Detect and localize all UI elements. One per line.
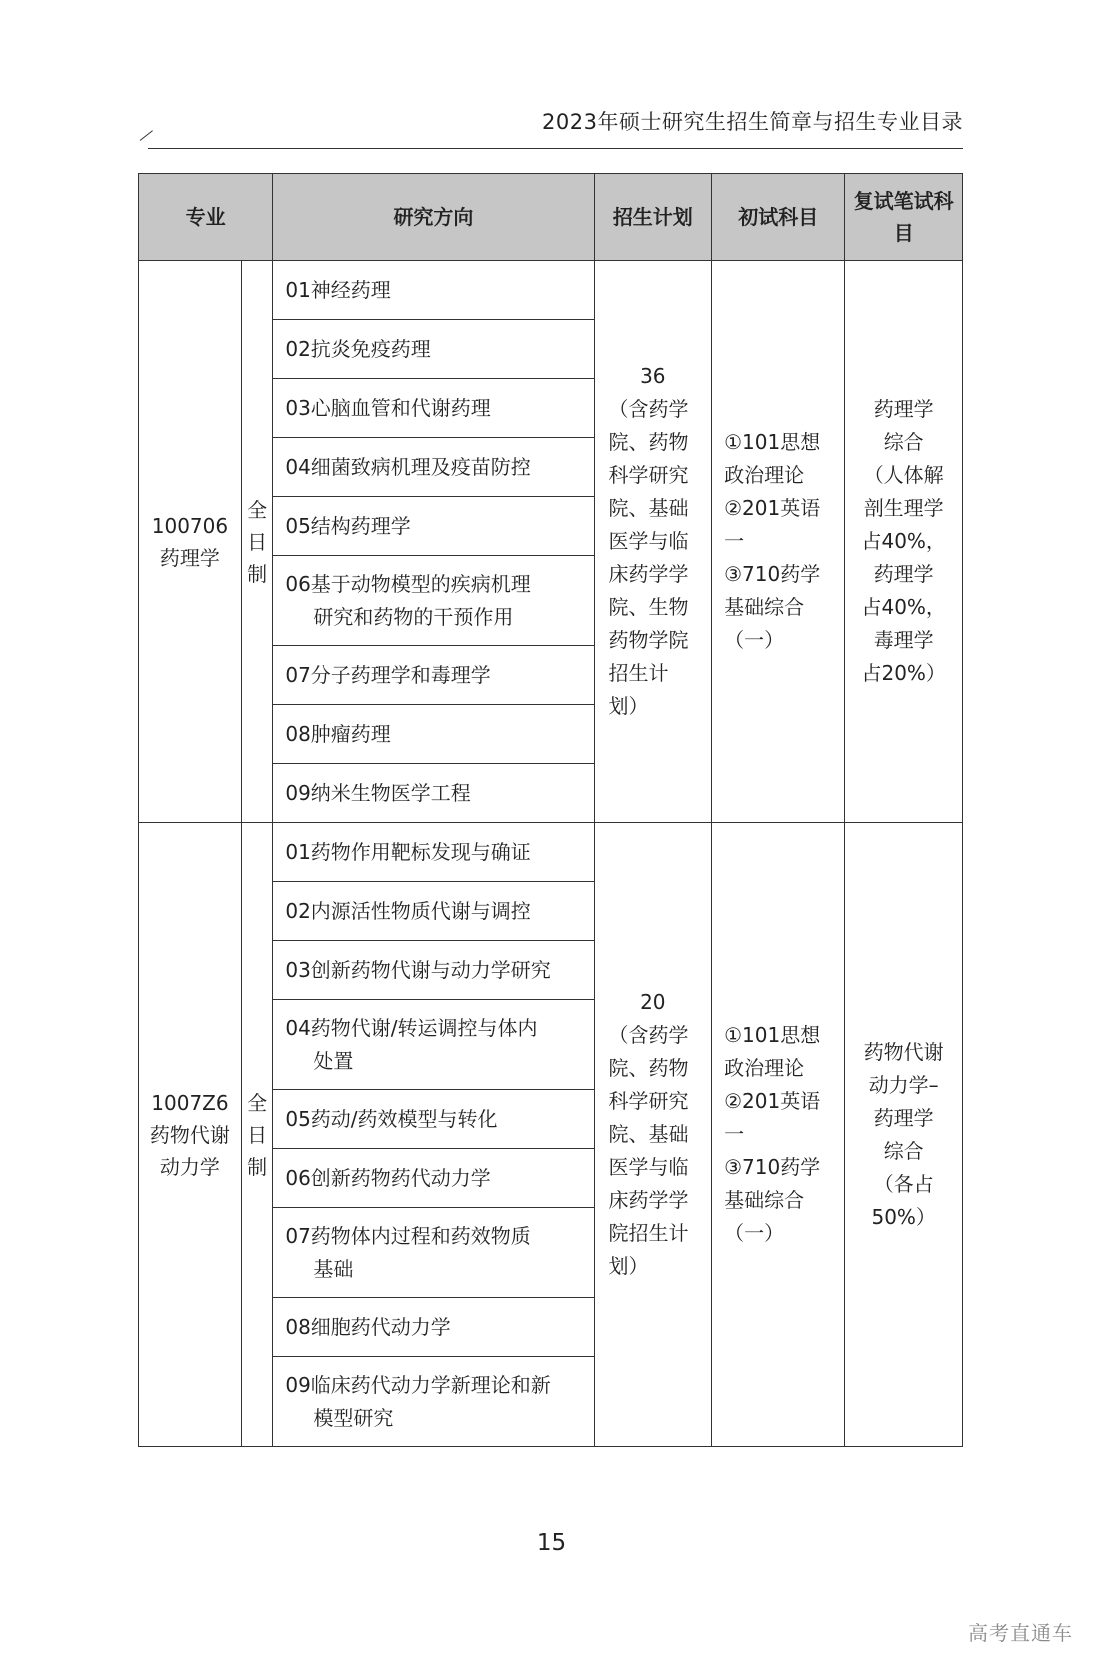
table-row	[139, 823, 963, 882]
research-direction-cell: 03心脑血管和代谢药理	[273, 379, 594, 438]
major-cell: 1007Z6 药物代谢 动力学	[139, 823, 242, 1447]
retest-exam-cell: 药物代谢 动力学– 药理学 综合 （各占 50%）	[845, 823, 963, 1447]
research-direction-cell: 08肿瘤药理	[273, 705, 594, 764]
page-number: 15	[536, 1530, 567, 1556]
initial-exam-cell: ①101思想 政治理论 ②201英语 一 ③710药学 基础综合 （一）	[712, 823, 845, 1447]
research-direction-cell: 05药动/药效模型与转化	[273, 1090, 594, 1149]
study-mode-cell: 全 日 制	[241, 823, 272, 1447]
enrollment-plan-note: （含药学 院、药物 科学研究 院、基础 医学与临 床药学学 院、生物 药物学院 招生计 划）	[608, 397, 689, 718]
table-header-row	[139, 174, 963, 261]
research-direction-cell: 07药物体内过程和药效物质 基础	[273, 1208, 594, 1298]
page-header-title: 2023年硕士研究生招生简章与招生专业目录	[542, 110, 963, 134]
research-direction-cell: 09纳米生物医学工程	[273, 764, 594, 823]
research-direction-cell: 02内源活性物质代谢与调控	[273, 882, 594, 941]
table-body	[139, 261, 963, 1447]
research-direction-cell: 07分子药理学和毒理学	[273, 646, 594, 705]
research-direction-cell: 04细菌致病机理及疫苗防控	[273, 438, 594, 497]
header-rule-tick	[140, 130, 153, 141]
header-direction: 研究方向	[273, 174, 594, 261]
table-row	[139, 261, 963, 320]
retest-exam-cell: 药理学 综合 （人体解 剖生理学 占40%， 药理学 占40%， 毒理学 占20%）	[845, 261, 963, 823]
enrollment-plan-cell	[594, 261, 712, 823]
major-cell: 100706 药理学	[139, 261, 242, 823]
research-direction-cell: 06基于动物模型的疾病机理 研究和药物的干预作用	[273, 556, 594, 646]
header-major: 专业	[139, 174, 273, 261]
research-direction-cell: 03创新药物代谢与动力学研究	[273, 941, 594, 1000]
research-direction-cell: 02抗炎免疫药理	[273, 320, 594, 379]
watermark-text: 高考直通车	[968, 1621, 1073, 1645]
header-plan: 招生计划	[594, 174, 712, 261]
enrollment-plan-number: 36	[640, 364, 666, 388]
enrollment-plan-number: 20	[640, 990, 666, 1014]
research-direction-cell: 06创新药物药代动力学	[273, 1149, 594, 1208]
research-direction-cell: 09临床药代动力学新理论和新 模型研究	[273, 1357, 594, 1447]
enrollment-plan-cell	[594, 823, 712, 1447]
research-direction-cell: 01神经药理	[273, 261, 594, 320]
research-direction-cell: 01药物作用靶标发现与确证	[273, 823, 594, 882]
program-catalog-table	[138, 173, 963, 1447]
enrollment-plan-note: （含药学 院、药物 科学研究 院、基础 医学与临 床药学学 院招生计 划）	[608, 1023, 689, 1278]
initial-exam-cell: ①101思想 政治理论 ②201英语 一 ③710药学 基础综合 （一）	[712, 261, 845, 823]
research-direction-cell: 08细胞药代动力学	[273, 1298, 594, 1357]
research-direction-cell: 04药物代谢/转运调控与体内 处置	[273, 1000, 594, 1090]
study-mode-cell: 全 日 制	[241, 261, 272, 823]
header-retest: 复试笔试科目	[845, 174, 963, 261]
header-rule	[148, 148, 963, 149]
research-direction-cell: 05结构药理学	[273, 497, 594, 556]
header-exam: 初试科目	[712, 174, 845, 261]
